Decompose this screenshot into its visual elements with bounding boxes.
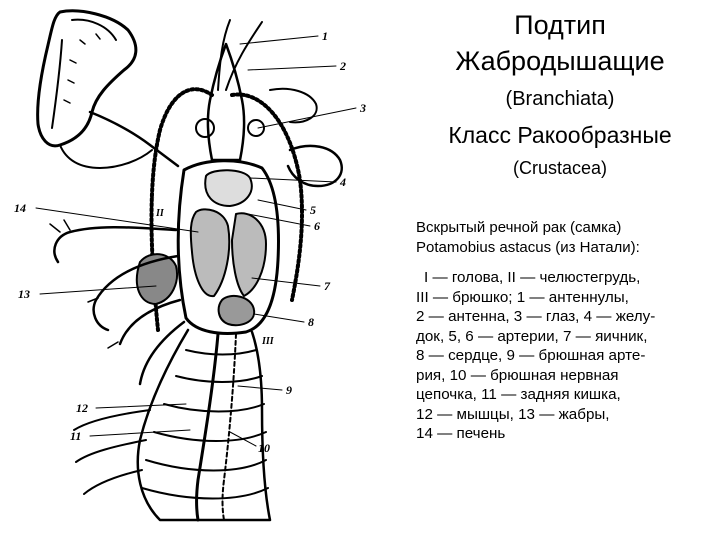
eye xyxy=(196,119,214,137)
legend-line: III — брюшко; 1 — антеннулы, xyxy=(416,288,629,306)
num-8: 8 xyxy=(308,315,314,329)
num-5: 5 xyxy=(310,203,316,217)
num-4: 4 xyxy=(340,175,346,189)
class-name: Класс Ракообразные xyxy=(448,122,672,148)
heart xyxy=(219,296,255,325)
num-10: 10 xyxy=(258,441,270,455)
num-1: 1 xyxy=(322,29,328,43)
nerve-cord xyxy=(223,334,237,520)
walking-legs xyxy=(54,227,184,384)
legend-line: цепочка, 11 — задняя кишка, xyxy=(416,386,621,403)
class-latin: (Crustacea) xyxy=(512,158,608,178)
num-6: 6 xyxy=(314,219,320,233)
hind-gut xyxy=(197,334,219,520)
liver xyxy=(191,209,229,296)
subtype-title: Подтип xyxy=(514,10,606,40)
num-11: 11 xyxy=(70,429,82,443)
legend-line: 8 — сердце, 9 — брюшная арте- xyxy=(416,347,646,364)
num-9: 9 xyxy=(286,383,292,397)
num-13: 13 xyxy=(18,287,30,301)
legend-line: I — голова, II — челюстегрудь, xyxy=(424,269,641,286)
caption-line-2: Potamobius astacus (из Натали): xyxy=(416,239,640,256)
num-3: 3 xyxy=(360,101,366,115)
legend-line: рия, 10 — брюшная нервная xyxy=(416,366,619,384)
subtype-latin: (Branchiata) xyxy=(505,88,615,110)
caption-line-1: Вскрытый речной рак (самка) xyxy=(416,219,622,236)
legend-text xyxy=(416,268,716,444)
antennules xyxy=(218,20,262,90)
region-3: III xyxy=(262,336,274,347)
legend-line: 14 — печень xyxy=(416,425,506,442)
num-14: 14 xyxy=(14,201,26,215)
legend-line: 2 — антенна, 3 — глаз, 4 — желу- xyxy=(416,308,656,325)
num-7: 7 xyxy=(324,279,330,293)
legend-line: 12 — мышцы, 13 — жабры, xyxy=(416,405,610,423)
subtype-name: Жабродышащие xyxy=(455,46,665,76)
region-2: II xyxy=(156,208,164,219)
num-12: 12 xyxy=(76,401,88,415)
num-2: 2 xyxy=(340,59,346,73)
legend-line: док, 5, 6 — артерии, 7 — яичник, xyxy=(416,327,648,345)
stomach xyxy=(205,170,252,206)
region-1: I xyxy=(150,196,154,207)
